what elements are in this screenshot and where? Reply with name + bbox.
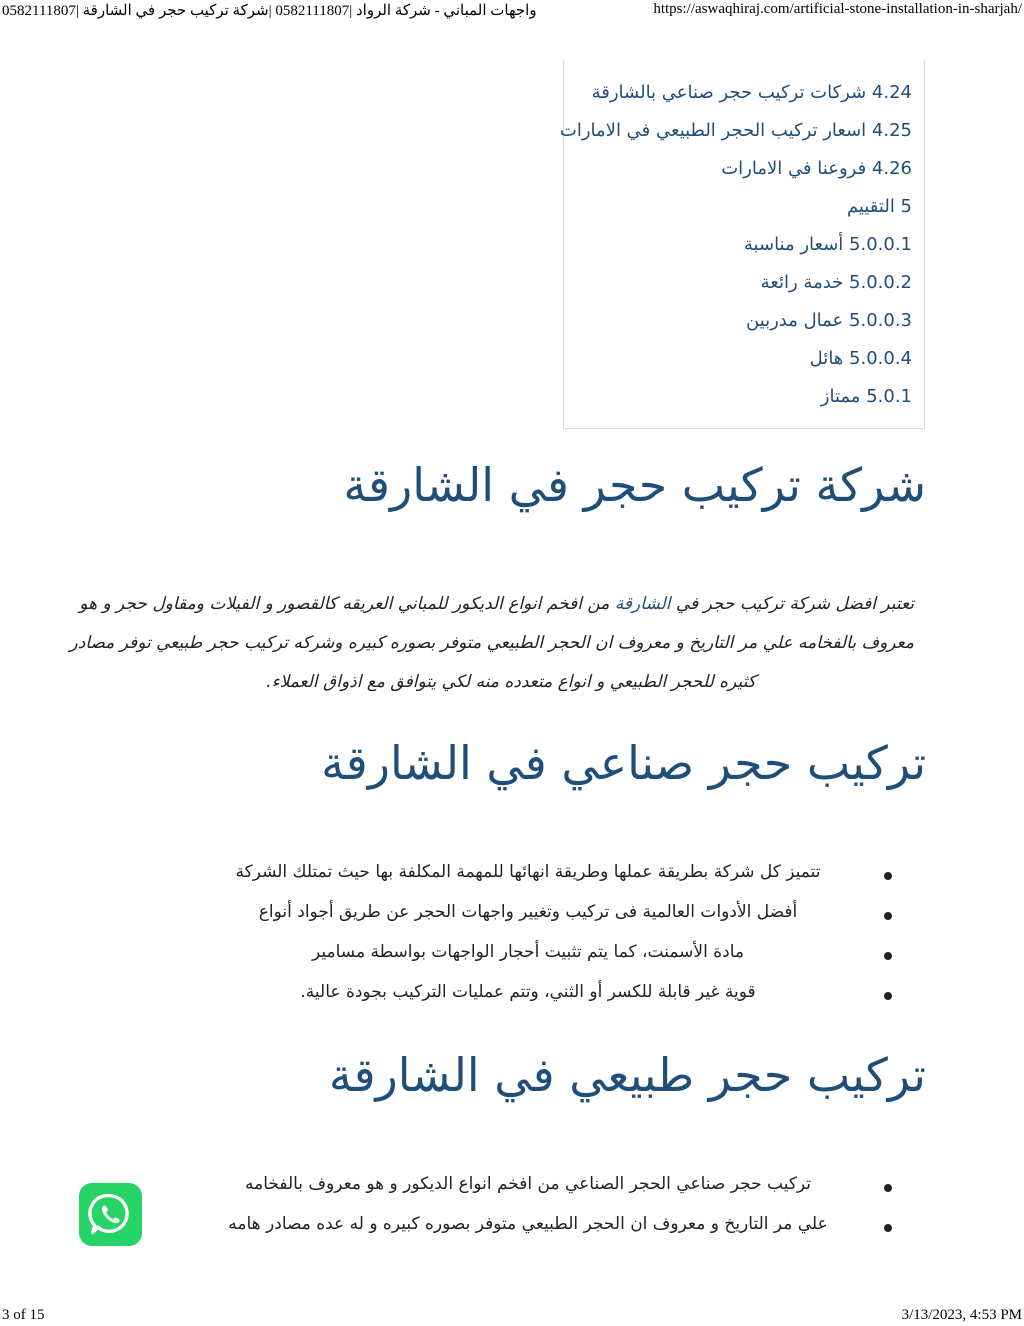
page-counter: 3 of 15 xyxy=(2,1307,45,1323)
intro-paragraph xyxy=(69,585,914,702)
print-header-url: https://aswaqhiraj.com/artificial-stone-installation-in-sharjah/ xyxy=(653,1,1022,17)
print-datetime: 3/13/2023, 4:53 PM xyxy=(901,1307,1022,1323)
toc-item[interactable]: 5.0.0.1 أسعار مناسبة xyxy=(743,234,912,255)
intro-line-1 xyxy=(79,585,914,624)
section-heading-natural-stone: تركيب حجر طبيعي في الشارقة xyxy=(328,1048,926,1102)
toc-item[interactable]: 5.0.1 ممتاز xyxy=(820,386,912,407)
toc-item[interactable]: 5.0.0.2 خدمة رائعة xyxy=(760,272,912,293)
bullet-icon xyxy=(884,952,892,960)
bullet-icon xyxy=(884,872,892,880)
toc-item[interactable]: 4.24 شركات تركيب حجر صناعي بالشارقة xyxy=(591,82,912,103)
bullet-icon xyxy=(884,1224,892,1232)
table-of-contents xyxy=(559,60,925,429)
list-item xyxy=(0,862,1024,892)
intro-line-2: معروف بالفخامه علي مر التاريخ و معروف ان الحجر الطبيعي متوفر بصوره كبيره وشركه تركيب حجر طبيعي توفر مصادر xyxy=(69,633,914,653)
list-item-text: مادة الأسمنت، كما يتم تثبيت أحجار الواجهات بواسطة مسامير xyxy=(311,942,745,962)
list-item-text: تركيب حجر صناعي الحجر الصناعي من افخم انواع الديكور و هو معروف بالفخامه xyxy=(244,1174,812,1194)
whatsapp-icon xyxy=(88,1192,133,1237)
bullet-icon xyxy=(884,1184,892,1192)
sharjah-link[interactable]: الشارقة xyxy=(614,594,671,614)
page-title: شركة تركيب حجر في الشارقة xyxy=(343,458,926,512)
bullet-icon xyxy=(884,912,892,920)
whatsapp-button[interactable] xyxy=(79,1183,142,1246)
list-item xyxy=(0,1174,1024,1204)
intro-line-3: كثيره للحجر الطبيعي و انواع متعدده منه لكي يتوافق مع اذواق العملاء. xyxy=(266,672,756,692)
toc-item[interactable]: 4.26 فروعنا في الامارات xyxy=(721,158,912,179)
toc-item[interactable]: 5.0.0.3 عمال مدربين xyxy=(745,310,912,331)
section-heading-artificial-stone: تركيب حجر صناعي في الشارقة xyxy=(321,736,926,790)
toc-item[interactable]: 5 التقييم xyxy=(846,196,912,217)
intro-text: تعتبر افضل شركة تركيب حجر في xyxy=(675,594,914,614)
bullet-icon xyxy=(884,992,892,1000)
list-item-text: أفضل الأدوات العالمية فى تركيب وتغيير واجهات الحجر عن طريق أجواد أنواع xyxy=(258,902,798,922)
list-item xyxy=(0,902,1024,932)
print-header xyxy=(0,0,1024,20)
list-item xyxy=(0,1214,1024,1244)
toc-item[interactable]: 4.25 اسعار تركيب الحجر الطبيعي في الامارات xyxy=(559,120,912,141)
print-footer xyxy=(0,1306,1024,1326)
print-header-title: 0582111807| واجهات المباني - شركة الرواد |0582111807 |شركة تركيب حجر في الشارقة xyxy=(2,3,537,19)
list-item xyxy=(0,942,1024,972)
list-item-text: قوية غير قابلة للكسر أو الثني، وتتم عمليات التركيب بجودة عالية. xyxy=(300,982,756,1002)
intro-text: من افخم انواع الديكور للمباني العريقه كالقصور و الفيلات ومقاول حجر و هو xyxy=(79,594,610,614)
list-item-text: تتميز كل شركة بطريقة عملها وطريقة انهائها للمهمة المكلفة بها حيث تمتلك الشركة xyxy=(235,862,821,882)
list-item xyxy=(0,982,1024,1012)
toc-item[interactable]: 5.0.0.4 هائل xyxy=(809,348,912,369)
list-item-text: علي مر التاريخ و معروف ان الحجر الطبيعي متوفر بصوره كبيره و له عده مصادر هامه xyxy=(228,1214,828,1234)
